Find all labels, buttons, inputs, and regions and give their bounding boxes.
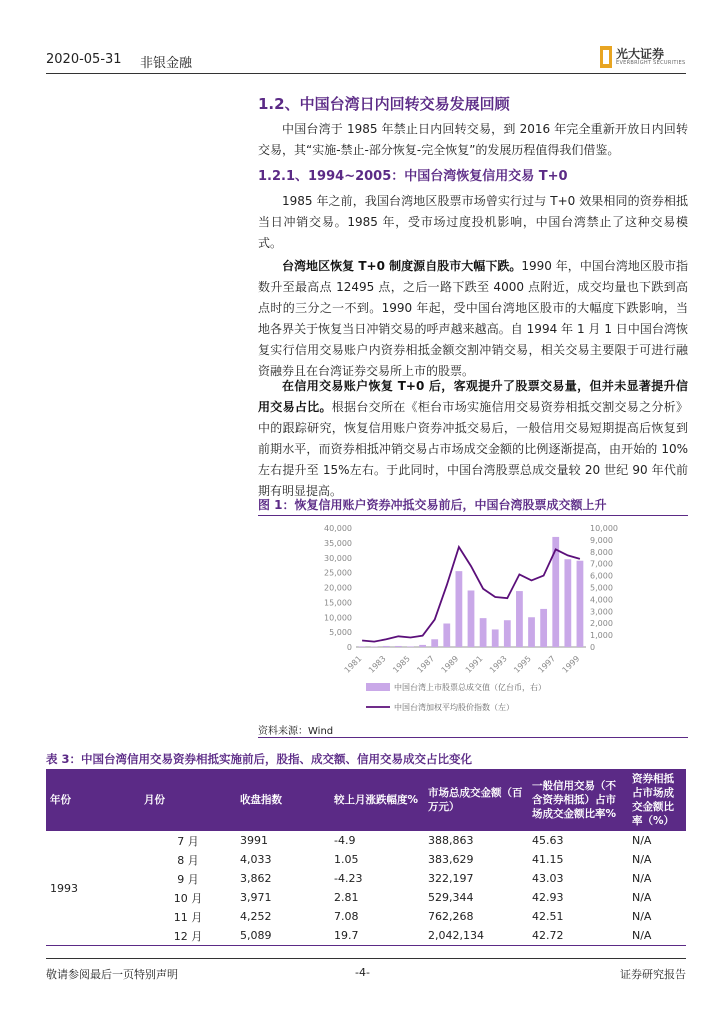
table-cell: 4,033 [240,853,272,866]
table-cell: 388,863 [428,834,474,847]
figure-title-divider [258,515,688,516]
credit-trading-table [46,769,686,946]
x-tick-label: 1993 [487,654,509,675]
right-tick-label: 2,000 [590,619,613,629]
table-cell-year: 1993 [46,831,140,946]
table-cell: -4.9 [334,834,356,847]
table-title: 表 3：中国台湾信用交易资券相抵实施前后，股指、成交额、信用交易成交占比变化 [46,752,473,766]
bar [431,639,438,647]
left-tick-label: 35,000 [324,538,352,548]
x-tick-label: 1991 [463,654,485,675]
table-cell: 11 月 [173,910,203,924]
figure-source: 资料来源：Wind [258,726,334,737]
x-tick-label: 1983 [366,654,388,675]
table-cell: -4.23 [334,872,363,885]
logo-mark-icon [600,46,612,68]
bar [492,629,499,647]
footer-report-type: 证券研究报告 [620,968,686,981]
col-year: 年份 [46,769,140,831]
table-cell: 42.51 [532,910,564,923]
x-tick-label: 1999 [560,654,582,675]
table-cell: 1.05 [334,853,359,866]
table-cell: 45.63 [532,834,564,847]
table-cell: 383,629 [428,853,474,866]
legend-bar-label: 中国台湾上市股票总成交值（亿台币，右） [394,683,546,692]
table-header-row [46,769,686,831]
x-tick-label: 1997 [536,654,558,675]
table-cell: 3,862 [240,872,272,885]
paragraph-2 [258,256,688,382]
table-cell: N/A [632,834,652,847]
paragraph-2-body: 1990 年，中国台湾地区股市指数升至最高点 12495 点，之后一路下跌至 4000 点附近，成交均量也下跌到高点时的三分之一不到。1990 年起，受中国台湾地区股市的大幅度下跌影响，当地各界关于恢复当日冲销交易的呼声越来越高。自 1994 年 1 月 1 日中国台湾恢复实行信用交易账户内资券相抵金额交割冲销交易，相关交易主要限于可进行融资融券且在台湾证券交易所上市的股票。 [258,259,688,378]
table-cell: 42.93 [532,891,564,904]
table-cell: 9 月 [177,872,199,886]
table-cell: 3991 [240,834,268,847]
table-cell: 4,252 [240,910,272,923]
paragraph-1: 1985 年之前，我国台湾地区股票市场曾实行过与 T+0 效果相同的资券相抵当日冲销交易。1985 年，受市场过度投机影响，中国台湾禁止了这种交易模式。 [258,194,688,250]
bar [540,609,547,647]
right-tick-label: 5,000 [590,583,613,593]
bar [516,591,523,647]
intro-paragraph: 中国台湾于 1985 年禁止日内回转交易，到 2016 年完全重新开放日内回转交易，其“实施-禁止-部分恢复-完全恢复”的发展历程值得我们借鉴。 [258,122,688,157]
bar [528,617,535,647]
bar [419,645,426,647]
right-tick-label: 8,000 [590,547,613,557]
bar [383,646,390,647]
left-tick-label: 20,000 [324,583,352,593]
bar [577,561,584,647]
bar [504,620,511,647]
table-cell: 42.72 [528,926,628,946]
x-tick-label: 1987 [415,654,437,675]
table-cell: N/A [632,910,652,923]
col-change: 较上月涨跌幅度% [330,769,424,831]
paragraph-3 [258,376,688,502]
trade-volume-chart [320,520,620,720]
legend-bar-swatch [366,683,390,691]
company-logo [600,46,685,68]
table-cell: 322,197 [428,872,474,885]
table-cell: 2,042,134 [424,926,528,946]
table-cell: 2.81 [334,891,359,904]
table-row [46,831,686,850]
legend-line-label: 中国台湾加权平均股价指数（左） [394,703,514,712]
bar [395,646,402,647]
col-index: 收盘指数 [236,769,330,831]
table-cell: 41.15 [532,853,564,866]
bar [564,559,571,647]
right-tick-label: 1,000 [590,631,613,641]
table-cell: 8 月 [177,853,199,867]
bar [468,590,475,647]
col-offset-ratio: 资券相抵占市场成交金额比率（%） [628,769,686,831]
table-cell: N/A [632,853,652,866]
left-tick-label: 5,000 [329,628,352,638]
left-tick-label: 25,000 [324,568,352,578]
table-row [46,926,686,946]
right-tick-label: 9,000 [590,535,613,545]
right-tick-label: 7,000 [590,559,613,569]
table-cell: N/A [632,891,652,904]
section-heading: 1.2、中国台湾日内回转交易发展回顾 [258,95,510,113]
left-tick-label: 30,000 [324,553,352,563]
bar [443,623,450,647]
footer-disclaimer: 敬请参阅最后一页特别声明 [46,968,178,981]
header-divider [46,73,686,74]
col-month: 月份 [140,769,236,831]
table-cell: 43.03 [532,872,564,885]
table-cell: 7.08 [334,910,359,923]
col-credit-ratio: 一般信用交易（不含资券相抵）占市场成交金额比率% [528,769,628,831]
left-tick-label: 0 [346,643,352,652]
table-cell: 19.7 [330,926,424,946]
bar [407,646,414,647]
table-cell: 10 月 [173,891,203,905]
bar [480,618,487,647]
left-tick-label: 40,000 [324,524,352,533]
paragraph-2-lead: 台湾地区恢复 T+0 制度源自股市大幅下跌。 [282,259,522,273]
table-row [46,888,686,907]
table-cell: 3,971 [240,891,272,904]
col-turnover: 市场总成交金额（百万元） [424,769,528,831]
report-date: 2020-05-31 [46,52,122,67]
table-cell: 12 月 [140,926,236,946]
footer-divider [46,958,686,959]
logo-subtext: EVERBRIGHT SECURITIES [616,60,686,66]
right-tick-label: 6,000 [590,571,613,581]
x-tick-label: 1985 [391,654,412,675]
left-tick-label: 10,000 [324,613,352,623]
right-tick-label: 0 [590,643,596,652]
right-tick-label: 10,000 [590,524,618,533]
bar [456,571,463,647]
subsection-heading: 1.2.1、1994~2005：中国台湾恢复信用交易 T+0 [258,169,568,184]
bar [359,646,366,647]
report-sector: 非银金融 [140,56,193,71]
right-tick-label: 3,000 [590,607,613,617]
table-row [46,850,686,869]
table-cell: 7 月 [177,834,199,848]
table-row [46,869,686,888]
right-tick-label: 4,000 [590,595,613,605]
paragraph-3-body: 根据台交所在《柜台市场实施信用交易资券相抵交割交易之分析》中的跟踪研究，恢复信用账户资券冲抵交易后，一般信用交易短期提高后恢复到前期水平，而资券相抵冲销交易占市场成交金额的比例逐渐提高，由开始的 10%左右提升至 15%左右。于此同时，中国台湾股票总成交量较 20 世纪 90 年代前期有明显提高。 [258,400,688,498]
table-cell: 762,268 [428,910,474,923]
x-tick-label: 1995 [512,654,533,675]
table-cell: N/A [632,872,652,885]
table-cell: 5,089 [236,926,330,946]
figure-title: 图 1：恢复信用账户资券冲抵交易前后，中国台湾股票成交额上升 [258,498,607,512]
left-tick-label: 15,000 [324,598,352,608]
x-tick-label: 1989 [439,654,461,675]
figure-source-divider [258,737,688,738]
table-row [46,907,686,926]
x-tick-label: 1981 [342,654,364,675]
table-cell: N/A [628,926,686,946]
logo-text: 光大证券 [616,47,665,61]
page-number: -4- [355,966,370,979]
paragraph-3-lead: 在信用交易账户恢复 T+0 后，客观提升了股票交易量，但并未显著提升信用交易占比。 [258,379,688,414]
table-cell: 529,344 [428,891,474,904]
